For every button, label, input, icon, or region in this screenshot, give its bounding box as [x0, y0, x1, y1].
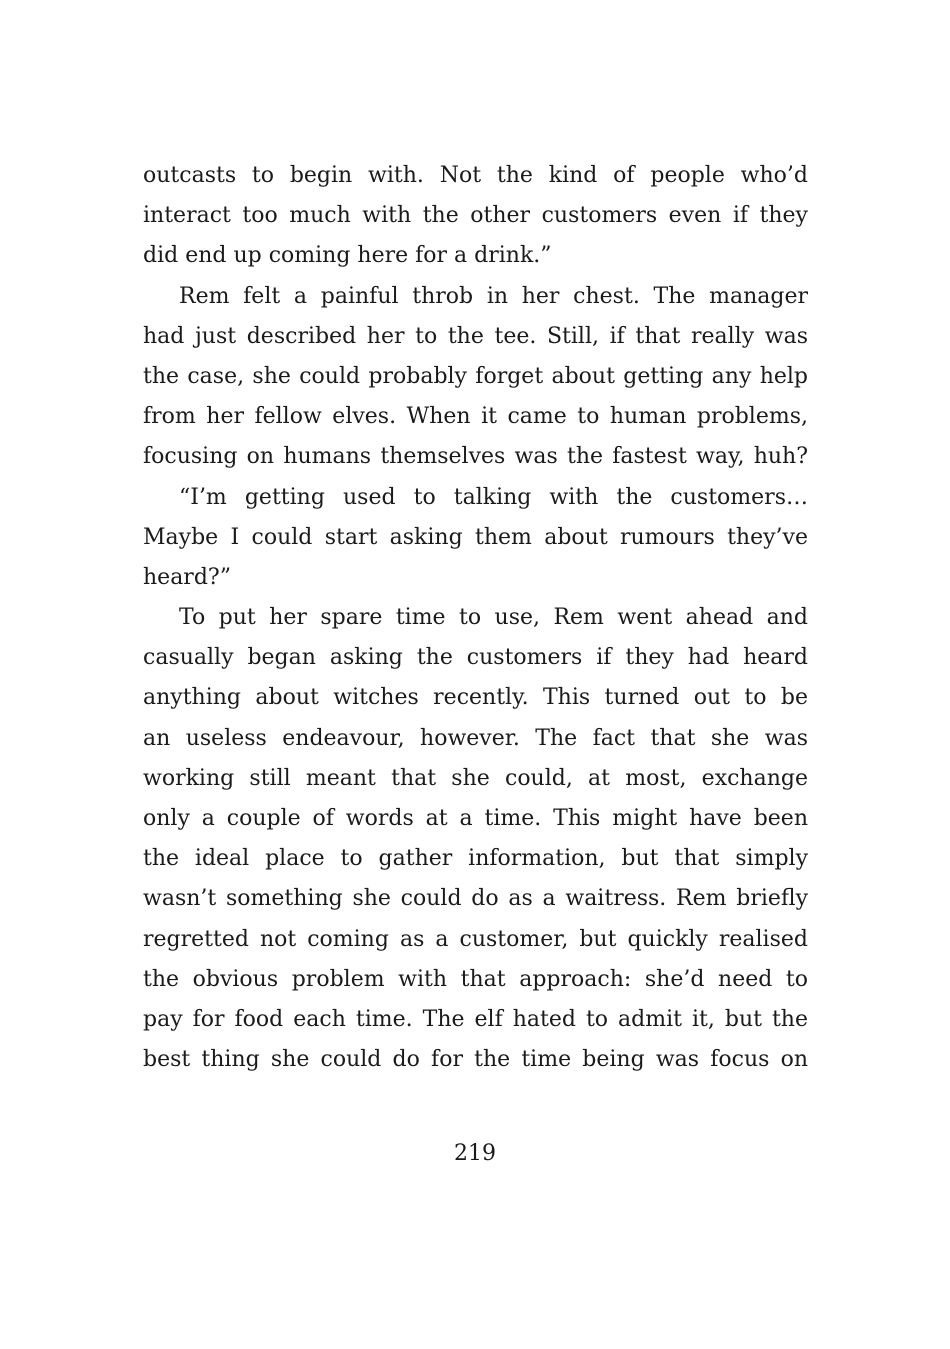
text-line: “I’m getting used to talking with the customers…: [179, 484, 808, 510]
text-line: the case, she could probably forget about getting any help: [143, 363, 808, 389]
text-line: only a couple of words at a time. This might have been: [143, 806, 808, 831]
text-line: regretted not coming as a customer, but quickly realised: [143, 926, 808, 952]
text-line: working still meant that she could, at most, exchange: [143, 765, 808, 791]
text-line: did end up coming here for a drink.”: [143, 243, 552, 269]
text-line: interact too much with the other customers even if they: [143, 203, 808, 229]
text-line: Maybe I could start asking them about rumours they’ve: [143, 524, 808, 550]
text-line: the obvious problem with that approach: she’d need to: [143, 966, 808, 992]
text-line: from her fellow elves. When it came to human problems,: [143, 404, 808, 430]
text-line: outcasts to begin with. Not the kind of people who’d: [143, 163, 808, 188]
text-line: casually began asking the customers if they had heard: [143, 645, 808, 671]
text-line: focusing on humans themselves was the fastest way, huh?: [143, 444, 808, 470]
text-line: the ideal place to gather information, but that simply: [143, 846, 808, 872]
text-line: Rem felt a painful throb in her chest. The manager: [179, 283, 808, 309]
text-line: To put her spare time to use, Rem went ahead and: [179, 605, 808, 631]
text-line: had just described her to the tee. Still, if that really was: [143, 323, 808, 349]
body-text: [143, 156, 808, 1080]
text-line: best thing she could do for the time being was focus on: [143, 1047, 808, 1073]
page-number: 219: [454, 1141, 496, 1166]
text-line: an useless endeavour, however. The fact that she was: [143, 725, 808, 751]
text-line: wasn’t something she could do as a waitress. Rem briefly: [143, 886, 808, 912]
text-line: anything about witches recently. This turned out to be: [143, 685, 808, 711]
text-line: pay for food each time. The elf hated to admit it, but the: [143, 1006, 808, 1032]
text-line: heard?”: [143, 564, 231, 590]
